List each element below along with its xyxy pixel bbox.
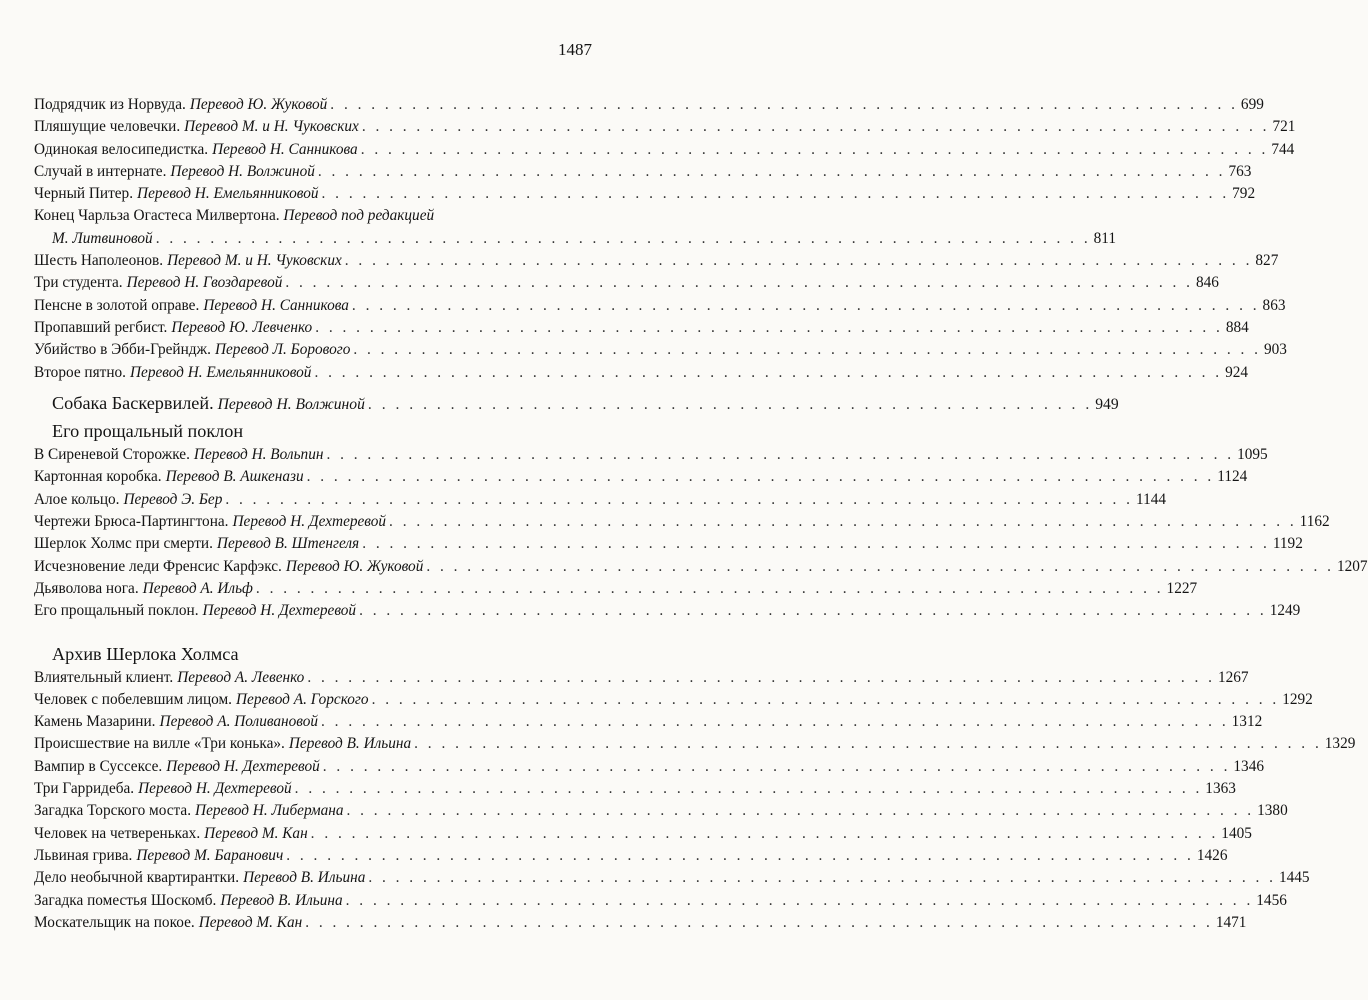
entry-page: 1456 <box>1256 891 1287 909</box>
entry-title: Вампир в Суссексе. <box>34 757 163 775</box>
toc-entry <box>34 444 1268 466</box>
entry-title: Убийство в Эбби-Грейндж. <box>34 341 211 359</box>
entry-translator: Перевод А. Поливановой <box>159 713 319 731</box>
entry-page: 949 <box>1095 395 1119 413</box>
entry-title: Его прощальный поклон. <box>34 602 199 620</box>
entry-page: 863 <box>1262 296 1286 314</box>
entry-title: Загадка Торского моста. <box>34 802 192 820</box>
entry-title: Подрядчик из Норвуда. <box>34 96 186 113</box>
toc-entry <box>34 362 1249 384</box>
entry-page: 1095 <box>1237 446 1268 464</box>
entry-page: 1363 <box>1205 780 1236 798</box>
toc-entry <box>34 845 1228 867</box>
toc-entry <box>34 689 1313 711</box>
entry-translator: Перевод Н. Волжиной <box>170 162 315 180</box>
entry-translator: Перевод Н. Санникова <box>212 140 358 158</box>
entry-title: Случай в интернате. <box>34 162 167 180</box>
entry-title: Шесть Наполеонов. <box>34 252 164 270</box>
toc-entry <box>34 295 1286 317</box>
entry-title: Три студента. <box>34 274 123 292</box>
dot-leader: . . . . . . . . . . . . . . . . . . . . . . . . . . . . . . . . . . . . . . . . . . . . . . . . . . . . . . . . . . . . . . . . . . . <box>353 341 1261 359</box>
entry-page: 1144 <box>1135 490 1167 508</box>
entry-page: 721 <box>1272 118 1296 136</box>
toc-entry <box>34 317 1249 339</box>
dot-leader: . . . . . . . . . . . . . . . . . . . . . . . . . . . . . . . . . . . . . . . . . . . . . . . . . . . . . . . . . . . . . . . . . . . <box>351 296 1260 314</box>
entry-translator: Перевод А. Левенко <box>177 668 305 686</box>
dot-leader: . . . . . . . . . . . . . . . . . . . . . . . . . . . . . . . . . . . . . . . . . . . . . . . . . . . . . . . . . . . . . . . . . . . <box>346 802 1255 820</box>
entry-translator: Перевод под редакцией <box>283 207 435 225</box>
toc-group-return <box>34 94 1296 205</box>
entry-translator: Перевод Л. Борового <box>214 341 351 359</box>
toc-entry <box>34 778 1236 800</box>
dot-leader: . . . . . . . . . . . . . . . . . . . . . . . . . . . . . . . . . . . . . . . . . . . . . . . . . . . . . . . . . . . . . . . . . . . <box>321 713 1229 731</box>
entry-translator: Перевод В. Ильина <box>220 891 343 909</box>
toc-entry <box>34 116 1296 138</box>
dot-leader: . . . . . . . . . . . . . . . . . . . . . . . . . . . . . . . . . . . . . . . . . . . . . . . . . . . . . . . . . . . . . . . . . . . <box>317 162 1226 180</box>
entry-page: 763 <box>1228 162 1252 180</box>
entry-page: 1445 <box>1278 869 1310 887</box>
entry-translator: Перевод Н. Либермана <box>195 802 344 820</box>
toc-entry-hound <box>34 392 1119 414</box>
toc-entry <box>34 823 1252 845</box>
entry-translator-cont: М. Литвиновой <box>52 229 153 247</box>
toc-entry <box>34 800 1288 822</box>
entry-translator: Перевод Н. Дехтеревой <box>202 602 357 620</box>
entry-translator: Перевод Н. Гвоздаревой <box>126 274 283 292</box>
toc-entry <box>34 912 1247 934</box>
dot-leader: . . . . . . . . . . . . . . . . . . . . . . . . . . . . . . . . . . . . . . . . . . . . . . . . . . . . . . . . . . . . . . . . . . . <box>306 468 1215 486</box>
entry-page: 1192 <box>1272 535 1303 553</box>
toc-entry <box>34 600 1301 622</box>
entry-page: 1346 <box>1233 757 1264 775</box>
dot-leader: . . . . . . . . . . . . . . . . . . . . . . . . . . . . . . . . . . . . . . . . . . . . . . . . . . . . . . . . . . . . . . . . . . . <box>359 602 1267 620</box>
entry-translator: Перевод М. Кан <box>204 824 308 842</box>
dot-leader: . . . . . . . . . . . . . . . . . . . . . . . . . . . . . . . . . . . . . . . . . . . . . . . . . . . . . . . . . . . . . . . . . . . <box>344 252 1253 270</box>
entry-translator: Перевод М. и Н. Чуковских <box>184 118 359 136</box>
dot-leader: . . . . . . . . . . . . . . . . . . . . . . . . . . . . . . . . . . . . . . . . . . . . . . . . . . . . . . . . . . . . . . . . . . . <box>368 869 1276 887</box>
toc-entry <box>34 339 1287 361</box>
toc-entry <box>34 533 1303 555</box>
entry-title: Второе пятно. <box>34 363 126 381</box>
entry-title: Камень Мазарини. <box>34 713 156 731</box>
dot-leader: . . . . . . . . . . . . . . . . . . . . . . . . . . . . . . . . . . . . . . . . . . . . . . . . . . . . . . . . . . . . . . . . . . . <box>330 96 1238 113</box>
dot-leader: . . . . . . . . . . . . . . . . . . . . . . . . . . . . . . . . . . . . . . . . . . . . . . . . . . . . . . . . . . . . . . . . . . . <box>307 668 1215 686</box>
toc-entry <box>34 272 1219 294</box>
entry-title: Картонная коробка. <box>34 468 162 486</box>
entry-translator: Перевод Н. Дехтеревой <box>166 757 320 775</box>
entry-title: Человек на четвереньках. <box>34 824 201 842</box>
entry-page: 903 <box>1263 341 1287 359</box>
dot-leader: . . . . . . . . . . . . . . . . . . . . . . . . . . . . . . . . . . . . . . . . . . . . . . . . . . . . . <box>367 395 1093 413</box>
entry-translator: Перевод В. Ильина <box>243 869 366 887</box>
entry-translator: Перевод А. Ильф <box>142 579 253 597</box>
dot-leader: . . . . . . . . . . . . . . . . . . . . . . . . . . . . . . . . . . . . . . . . . . . . . . . . . . . . . . . . . . . . . . . . . . . <box>362 535 1270 553</box>
toc-entry <box>34 890 1287 912</box>
dot-leader: . . . . . . . . . . . . . . . . . . . . . . . . . . . . . . . . . . . . . . . . . . . . . . . . . . . . . . . . . . . . . . . . . . . <box>294 780 1203 798</box>
dot-leader: . . . . . . . . . . . . . . . . . . . . . . . . . . . . . . . . . . . . . . . . . . . . . . . . . . . . . . . . . . . . . . . . . . . <box>305 913 1213 931</box>
toc-entry <box>34 161 1252 183</box>
entry-title: Шерлок Холмс при смерти. <box>34 535 213 553</box>
entry-page: 792 <box>1232 185 1256 203</box>
entry-page: 744 <box>1271 140 1295 158</box>
entry-title: Собака Баскервилей. <box>52 392 214 413</box>
entry-title: Пляшущие человечки. <box>34 118 181 136</box>
entry-page: 1124 <box>1217 468 1248 486</box>
entry-title: В Сиреневой Сторожке. <box>34 446 190 464</box>
entry-title: Одинокая велосипедистка. <box>34 140 209 158</box>
entry-page: 884 <box>1225 318 1249 336</box>
entry-translator: Перевод Ю. Жуковой <box>189 96 328 113</box>
entry-title: Три Гарридеба. <box>34 780 135 798</box>
dot-leader: . . . . . . . . . . . . . . . . . . . . . . . . . . . . . . . . . . . . . . . . . . . . . . . . . . . . . . . . . . . . . . . . . . . <box>360 140 1269 158</box>
entry-title: Москательщик на покое. <box>34 913 195 931</box>
entry-translator: Перевод М. Кан <box>198 913 303 931</box>
toc-entry-milverton <box>34 205 1117 250</box>
entry-page: 1292 <box>1282 690 1313 708</box>
entry-page: 1380 <box>1257 802 1288 820</box>
toc-group-return-cont <box>34 250 1287 384</box>
entry-title: Происшествие на вилле «Три конька». <box>34 735 285 753</box>
dot-leader: . . . . . . . . . . . . . . . . . . . . . . . . . . . . . . . . . . . . . . . . . . . . . . . . . . . . . . . . . . . . . . . . . . . <box>426 557 1334 575</box>
entry-title: Чертежи Брюса-Партингтона. <box>34 513 229 531</box>
entry-title: Алое кольцо. <box>34 490 120 508</box>
dot-leader: . . . . . . . . . . . . . . . . . . . . . . . . . . . . . . . . . . . . . . . . . . . . . . . . . . . . . . . . . . . . . . . . . . . <box>414 735 1322 753</box>
table-of-contents <box>34 94 1368 934</box>
dot-leader: . . . . . . . . . . . . . . . . . . . . . . . . . . . . . . . . . . . . . . . . . . . . . . . . . . . . . . . . . . . . . . . . . . . <box>225 490 1133 508</box>
section-title-bow: Его прощальный поклон <box>52 421 244 442</box>
entry-translator: Перевод Ю. Жуковой <box>285 557 424 575</box>
entry-page: 1426 <box>1196 846 1228 864</box>
entry-page: 1471 <box>1215 913 1247 931</box>
entry-translator: Перевод А. Горского <box>236 690 369 708</box>
entry-title: Конец Чарльза Огастеса Милвертона. <box>34 207 280 225</box>
toc-entry <box>34 556 1368 578</box>
dot-leader: . . . . . . . . . . . . . . . . . . . . . . . . . . . . . . . . . . . . . . . . . . . . . . . . . . . . . . . . . . . . . . . . . . . . . <box>155 229 1091 247</box>
toc-entry <box>34 733 1356 755</box>
entry-title: Пропавший регбист. <box>34 318 168 336</box>
entry-translator: Перевод Н. Дехтеревой <box>138 780 292 798</box>
entry-title: Дело необычной квартирантки. <box>34 869 240 887</box>
entry-page: 811 <box>1093 229 1117 247</box>
toc-entry <box>34 94 1264 116</box>
entry-translator: Перевод Н. Волжиной <box>217 395 365 413</box>
entry-translator: Перевод Н. Емельянниковой <box>130 363 312 381</box>
dot-leader: . . . . . . . . . . . . . . . . . . . . . . . . . . . . . . . . . . . . . . . . . . . . . . . . . . . . . . . . . . . . . . . . . . . <box>315 318 1223 336</box>
entry-page: 1227 <box>1166 579 1198 597</box>
toc-entry <box>34 466 1248 488</box>
toc-group-casebook <box>34 667 1356 935</box>
entry-page: 1249 <box>1269 602 1301 620</box>
entry-title: Дьяволова нога. <box>34 579 139 597</box>
toc-entry <box>34 867 1310 889</box>
entry-page: 1162 <box>1299 513 1330 531</box>
entry-title: Влиятельный клиент. <box>34 668 174 686</box>
dot-leader: . . . . . . . . . . . . . . . . . . . . . . . . . . . . . . . . . . . . . . . . . . . . . . . . . . . . . . . . . . . . . . . . . . . <box>314 363 1223 381</box>
dot-leader: . . . . . . . . . . . . . . . . . . . . . . . . . . . . . . . . . . . . . . . . . . . . . . . . . . . . . . . . . . . . . . . . . . . <box>389 513 1297 531</box>
toc-entry <box>34 250 1279 272</box>
entry-page: 1329 <box>1324 735 1356 753</box>
entry-translator: Перевод Ю. Левченко <box>171 318 313 336</box>
dot-leader: . . . . . . . . . . . . . . . . . . . . . . . . . . . . . . . . . . . . . . . . . . . . . . . . . . . . . . . . . . . . . . . . . . . <box>321 185 1230 203</box>
entry-title: Львиная грива. <box>34 846 133 864</box>
toc-entry <box>34 578 1198 600</box>
toc-entry <box>34 139 1295 161</box>
entry-title: Человек с побелевшим лицом. <box>34 690 232 708</box>
entry-title: Пенсне в золотой оправе. <box>34 296 200 314</box>
toc-entry <box>34 183 1256 205</box>
dot-leader: . . . . . . . . . . . . . . . . . . . . . . . . . . . . . . . . . . . . . . . . . . . . . . . . . . . . . . . . . . . . . . . . . . . <box>326 446 1235 464</box>
dot-leader: . . . . . . . . . . . . . . . . . . . . . . . . . . . . . . . . . . . . . . . . . . . . . . . . . . . . . . . . . . . . . . . . . . . <box>285 274 1193 292</box>
entry-page: 1267 <box>1217 668 1249 686</box>
entry-page: 846 <box>1196 274 1219 292</box>
entry-translator: Перевод Э. Бер <box>123 490 223 508</box>
entry-page: 924 <box>1225 363 1249 381</box>
entry-title: Загадка поместья Шоскомб. <box>34 891 217 909</box>
entry-translator: Перевод Н. Дехтеревой <box>232 513 387 531</box>
entry-translator: Перевод В. Ильина <box>288 735 412 753</box>
toc-entry <box>34 511 1330 533</box>
entry-page: 1312 <box>1231 713 1263 731</box>
page-number: 1487 <box>558 40 592 59</box>
dot-leader: . . . . . . . . . . . . . . . . . . . . . . . . . . . . . . . . . . . . . . . . . . . . . . . . . . . . . . . . . . . . . . . . . . . <box>310 824 1219 842</box>
dot-leader: . . . . . . . . . . . . . . . . . . . . . . . . . . . . . . . . . . . . . . . . . . . . . . . . . . . . . . . . . . . . . . . . . . . <box>361 118 1270 136</box>
entry-page: 699 <box>1240 96 1264 113</box>
entry-translator: Перевод Н. Емельянниковой <box>137 185 319 203</box>
entry-translator: Перевод Н. Вольпин <box>193 446 324 464</box>
toc-entry <box>34 711 1263 733</box>
dot-leader: . . . . . . . . . . . . . . . . . . . . . . . . . . . . . . . . . . . . . . . . . . . . . . . . . . . . . . . . . . . . . . . . . . . <box>286 846 1194 864</box>
entry-page: 827 <box>1255 252 1279 270</box>
dot-leader: . . . . . . . . . . . . . . . . . . . . . . . . . . . . . . . . . . . . . . . . . . . . . . . . . . . . . . . . . . . . . . . . . . . <box>255 579 1164 597</box>
entry-translator: Перевод М. Баранович <box>136 846 284 864</box>
dot-leader: . . . . . . . . . . . . . . . . . . . . . . . . . . . . . . . . . . . . . . . . . . . . . . . . . . . . . . . . . . . . . . . . . . . <box>371 690 1280 708</box>
toc-entry <box>34 667 1249 689</box>
entry-page: 1207 <box>1336 557 1368 575</box>
entry-translator: Перевод В. Штенгеля <box>216 535 360 553</box>
entry-title: Черный Питер. <box>34 185 134 203</box>
entry-translator: Перевод В. Ашкенази <box>165 468 304 486</box>
entry-translator: Перевод Н. Санникова <box>203 296 349 314</box>
toc-entry <box>34 756 1264 778</box>
toc-group-bow <box>34 444 1368 622</box>
entry-translator: Перевод М. и Н. Чуковских <box>167 252 342 270</box>
dot-leader: . . . . . . . . . . . . . . . . . . . . . . . . . . . . . . . . . . . . . . . . . . . . . . . . . . . . . . . . . . . . . . . . . . . <box>345 891 1254 909</box>
section-title-casebook: Архив Шерлока Холмса <box>52 643 239 664</box>
toc-entry <box>34 489 1167 511</box>
entry-title: Исчезновение леди Френсис Карфэкс. <box>34 557 282 575</box>
entry-page: 1405 <box>1221 824 1252 842</box>
dot-leader: . . . . . . . . . . . . . . . . . . . . . . . . . . . . . . . . . . . . . . . . . . . . . . . . . . . . . . . . . . . . . . . . . . . <box>322 757 1231 775</box>
